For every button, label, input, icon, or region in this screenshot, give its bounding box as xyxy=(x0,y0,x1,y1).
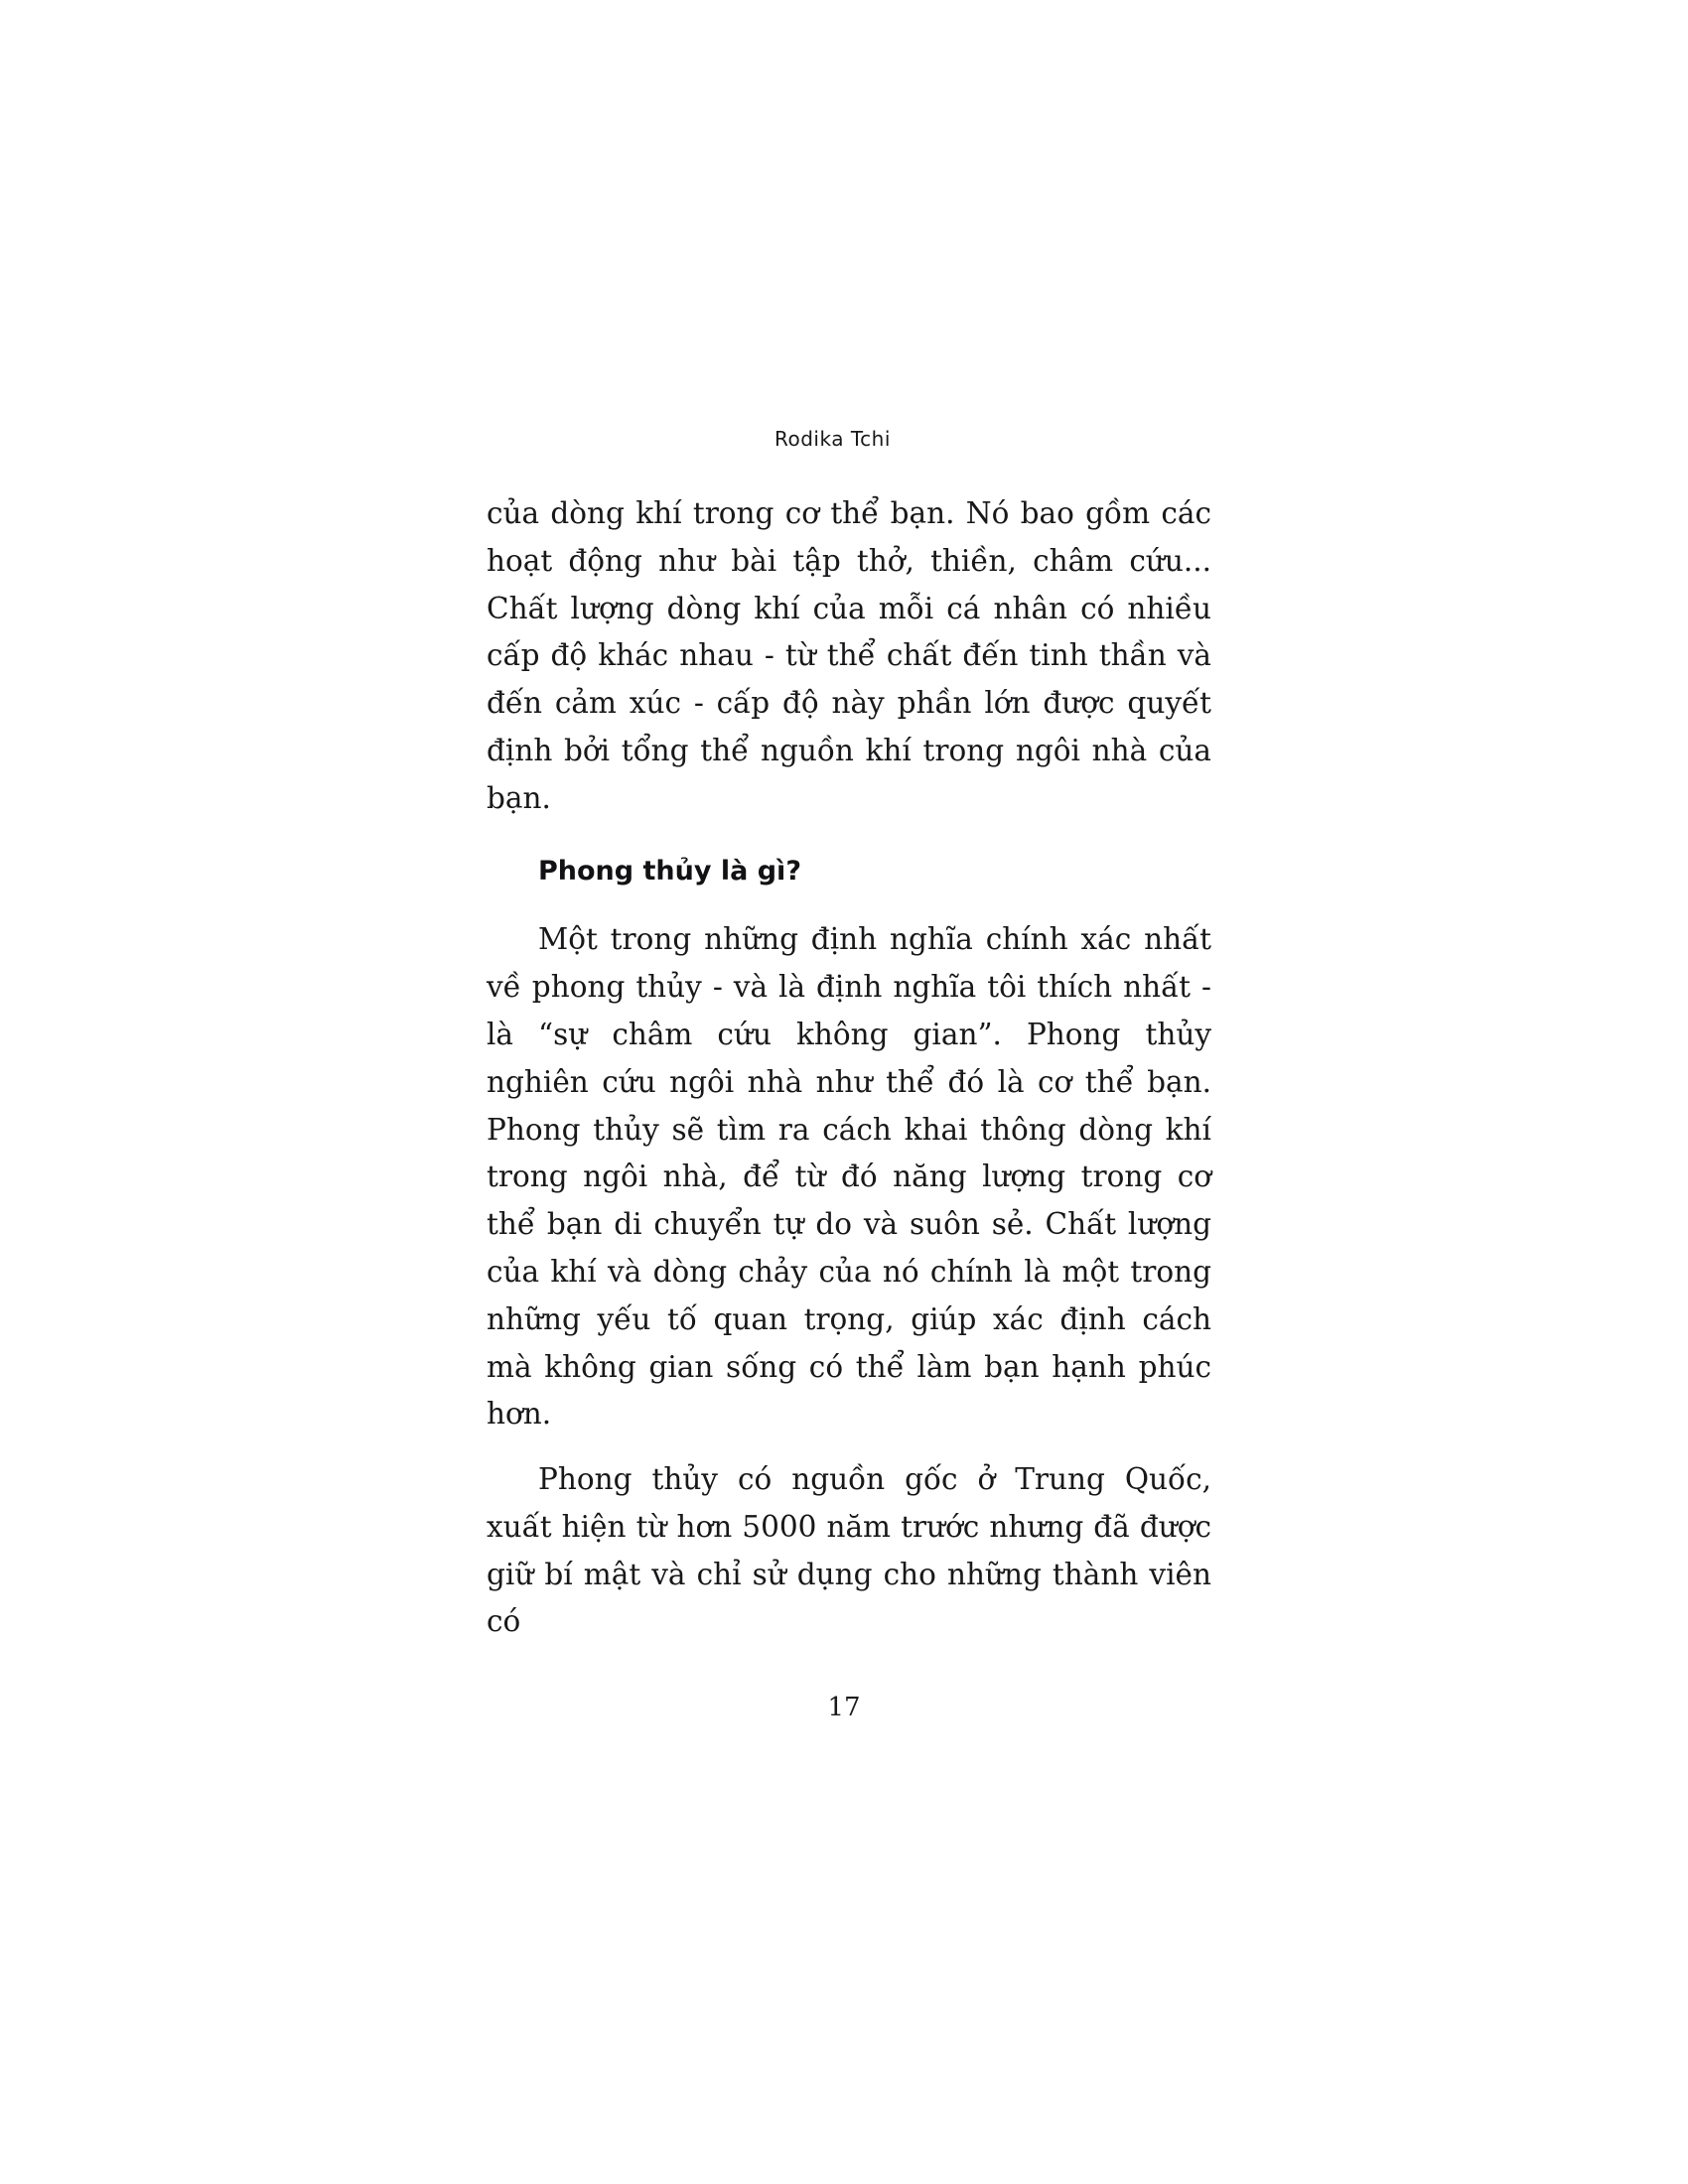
paragraph-2: Một trong những định nghĩa chính xác nhất về phong thủy - và là định nghĩa tôi thích nhất - là “sự châm cứu không gian”. Phong thủy nghiên cứu ngôi nhà như thể đó là cơ thể bạn. Phong thủy sẽ tìm ra cách khai thông dòng khí trong ngôi nhà, để từ đó năng lượng trong cơ thể bạn di chuyển tự do và suôn sẻ. Chất lượng của khí và dòng chảy của nó chính là một trong những yếu tố quan trọng, giúp xác định cách mà không gian sống có thể làm bạn hạnh phúc hơn. xyxy=(487,922,1211,1432)
paragraph-3: Phong thủy có nguồn gốc ở Trung Quốc, xuất hiện từ hơn 5000 năm trước nhưng đã được giữ bí mật và chỉ sử dụng cho những thành viên có xyxy=(487,1462,1211,1639)
section-subheading: Phong thủy là gì? xyxy=(538,856,801,887)
running-head: Rodika Tchi xyxy=(774,427,891,451)
paragraph-1: của dòng khí trong cơ thể bạn. Nó bao gồm các hoạt động như bài tập thở, thiền, châm cứu... Chất lượng dòng khí của mỗi cá nhân có nhiều cấp độ khác nhau - từ thể chất đến tinh thần và đến cảm xúc - cấp độ này phần lớn được quyết định bởi tổng thể nguồn khí trong ngôi nhà của bạn. xyxy=(487,496,1211,815)
page-number: 17 xyxy=(827,1693,861,1722)
page-content xyxy=(487,427,1211,1664)
